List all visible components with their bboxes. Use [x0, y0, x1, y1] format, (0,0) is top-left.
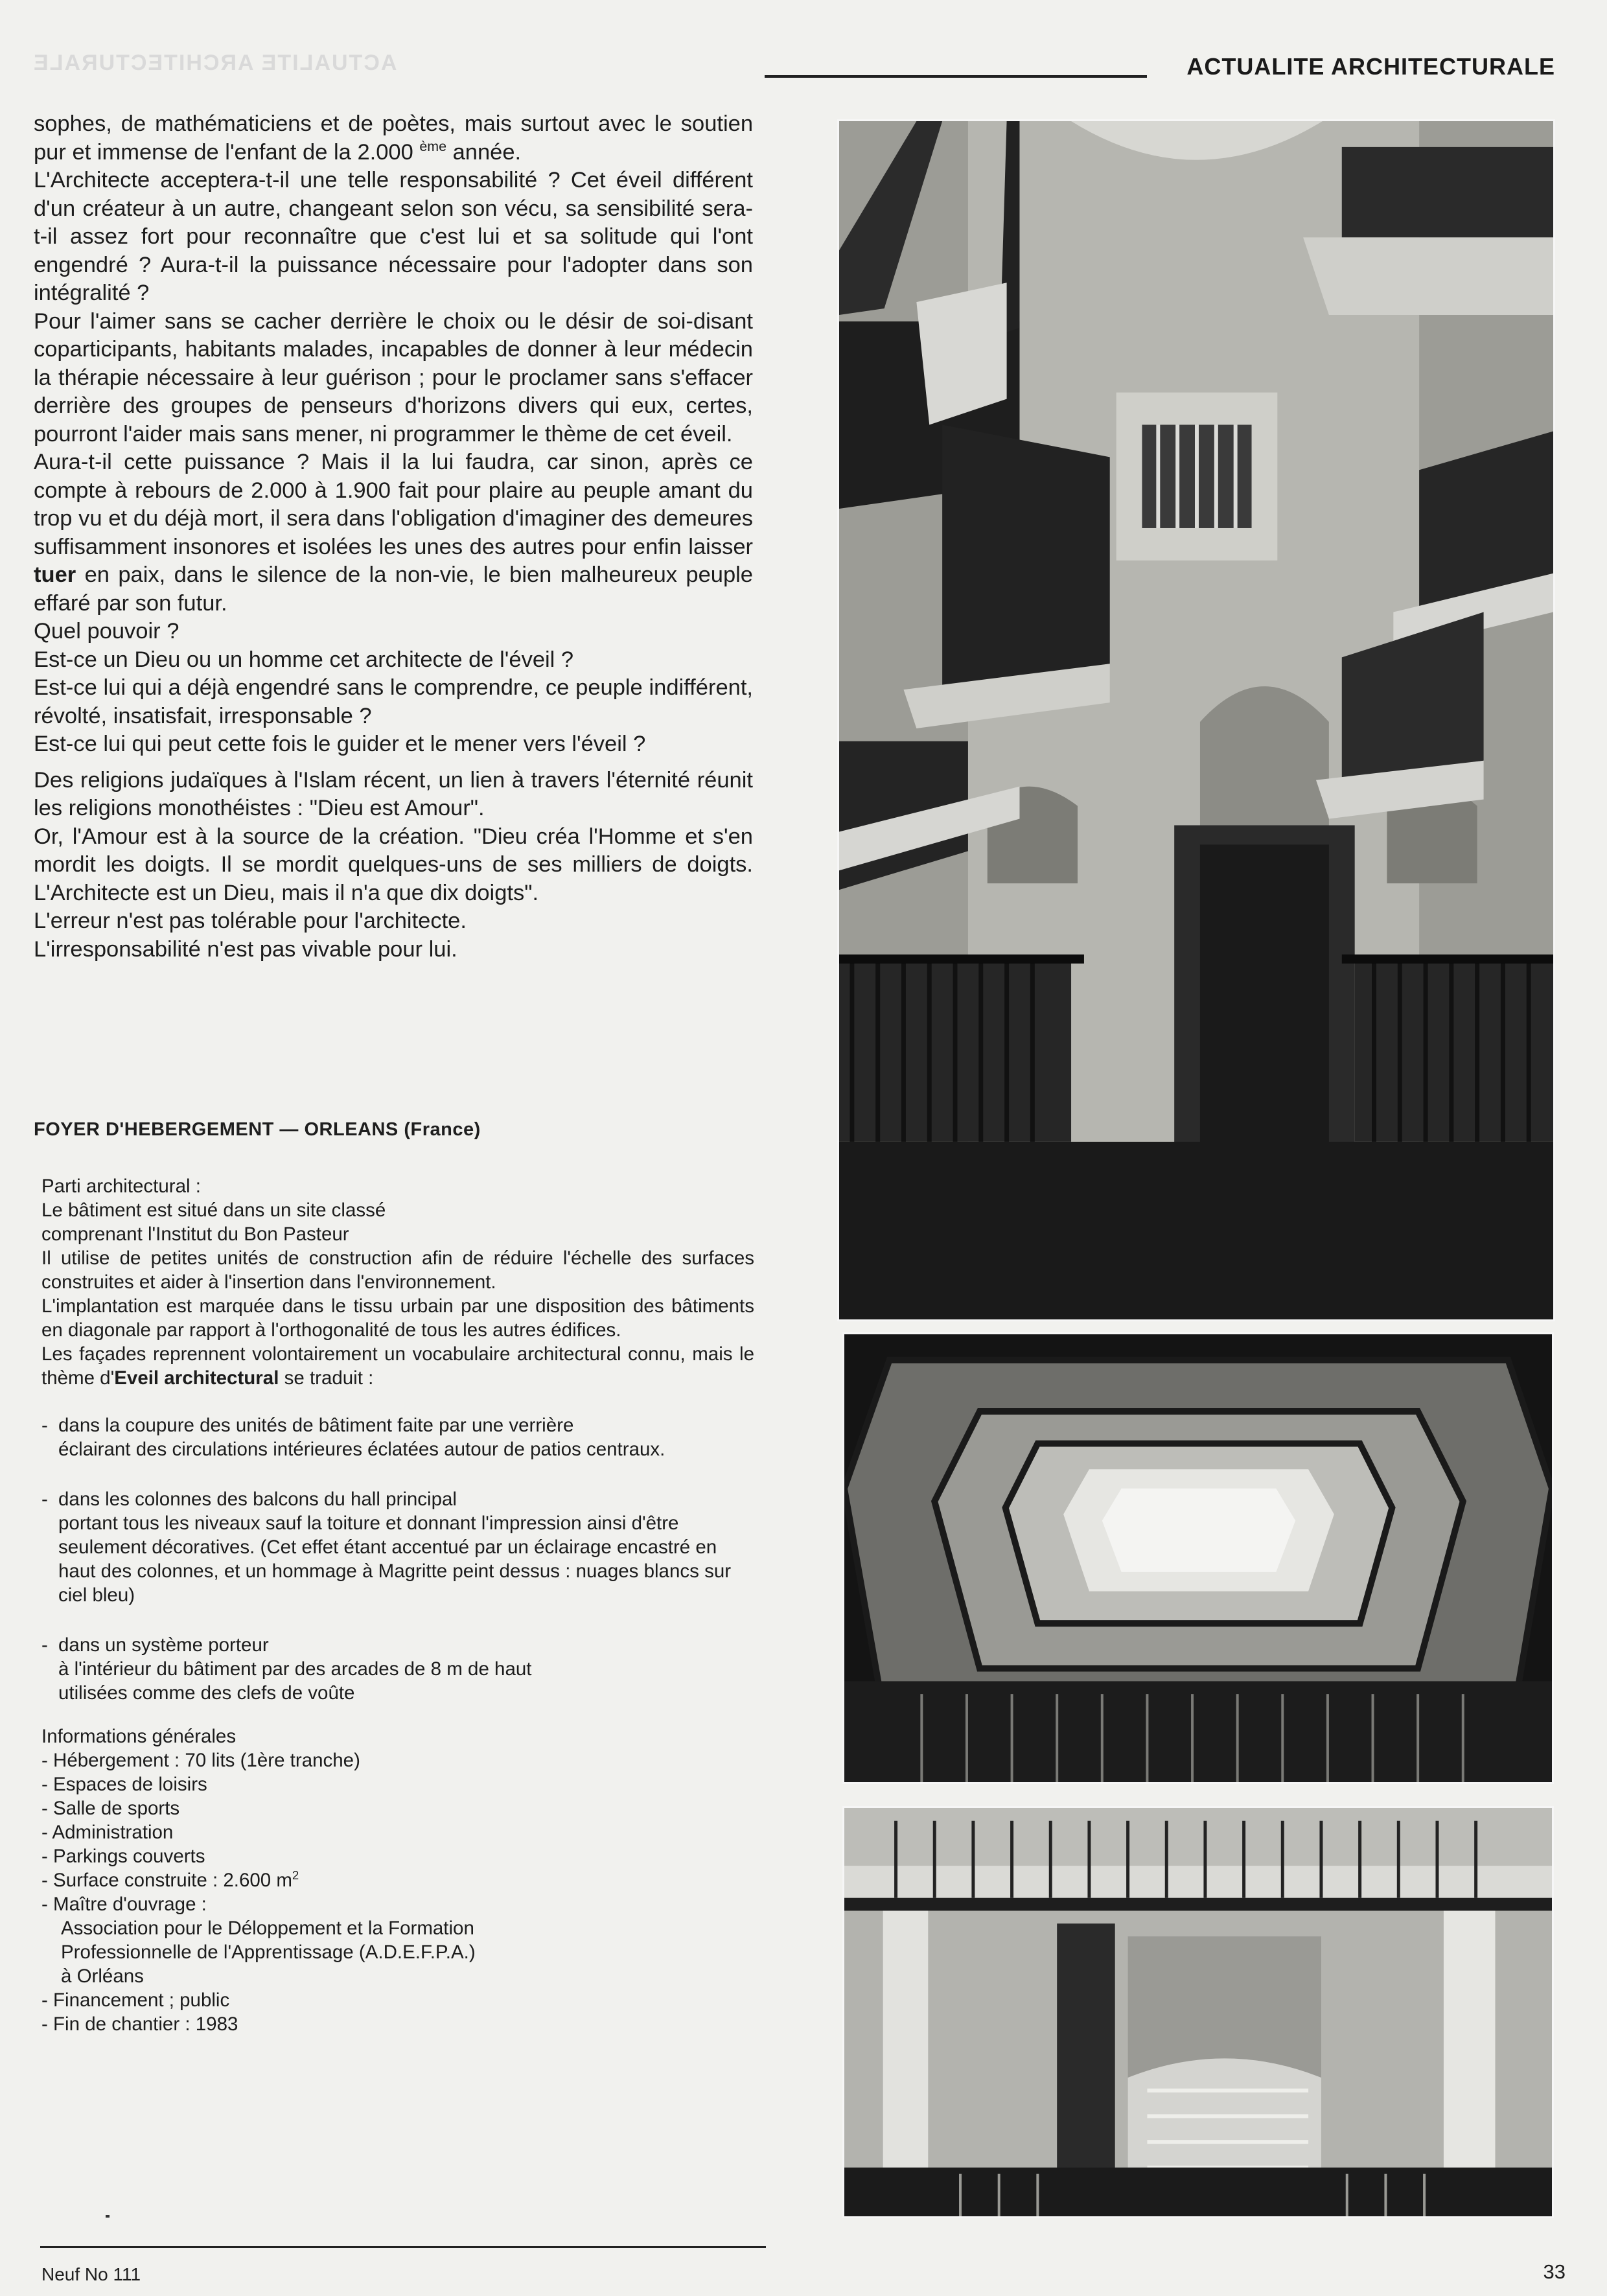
intro-paragraph: L'Architecte acceptera-t-il une telle responsabilité ? Cet éveil différent d'un créateur à un autre, changeant selon son vécu, sa sensibilité sera-t-il assez fort pour reconnaître que c'est lui et sa solitude qui l'ont engendré ? Aura-t-il la puissance nécessaire pour l'adopter dans son intégralité ?: [34, 168, 753, 305]
bullet-text: dans la coupure des unités de bâtiment faite par une verrière: [58, 1415, 574, 1436]
info-text: Parkings couverts: [53, 1846, 205, 1867]
info-text: Hébergement : 70 lits (1ère tranche): [53, 1750, 360, 1771]
bleed-through-text: ACTUALITE ARCHITECTURALE: [32, 51, 397, 75]
info-item: [41, 1748, 754, 1772]
bold-text: Eveil architectural: [114, 1367, 279, 1389]
intro-paragraph: L'erreur n'est pas tolérable pour l'architecte.: [34, 909, 467, 933]
text-span: en paix, dans le silence de la non-vie, le bien malheureux peuple effaré par son futur.: [34, 562, 753, 616]
bullet-dash: -: [41, 1774, 48, 1795]
bullet-dash: -: [41, 2013, 48, 2035]
intro-paragraph: Est-ce un Dieu ou un homme cet architecte de l'éveil ?: [34, 647, 574, 672]
bullet-dash: -: [41, 1415, 48, 1436]
info-item: [41, 1796, 754, 1820]
superscript: 2: [292, 1868, 299, 1883]
info-item: [41, 1868, 754, 1892]
text-span: Les façades reprennent volontairement un vocabulaire architectural connu, mais le thème d': [41, 1343, 754, 1389]
intro-paragraph: [34, 448, 753, 618]
atrium-balconies-photo: [837, 119, 1555, 1321]
intro-paragraph: [34, 110, 753, 167]
info-continuation: à Orléans: [61, 1966, 144, 1987]
info-item: [41, 2012, 754, 2036]
intro-paragraph: Des religions judaïques à l'Islam récent, un lien à travers l'éternité réunit les religions monothéistes : "Dieu est Amour".: [34, 767, 753, 820]
info-text: Surface construite : 2.600 m: [53, 1870, 292, 1891]
intro-paragraph: Quel pouvoir ?: [34, 619, 179, 644]
info-text: Salle de sports: [53, 1798, 180, 1819]
text-span: Aura-t-il cette puissance ? Mais il la lui faudra, car sinon, après ce compte à rebours de 2.000 à 1.900 fait pour plaire au peuple amant du trop vu et du déjà mort, il sera dans l'obligation d'imaginer des demeures suffisamment insonores et isolées les unes des autres pour enfin laisser: [34, 450, 753, 559]
bullet-dash: -: [41, 1870, 48, 1891]
info-item: [41, 1844, 754, 1868]
info-text: Espaces de loisirs: [53, 1774, 207, 1795]
page-header-title: ACTUALITE ARCHITECTURALE: [1186, 53, 1555, 80]
info-item: [41, 1772, 754, 1796]
bullet-text: dans les colonnes des balcons du hall principal: [58, 1489, 457, 1510]
project-details: [41, 1174, 754, 2036]
bullet-dash: -: [41, 1894, 48, 1915]
info-continuation: Professionnelle de l'Apprentissage (A.D.E.F.P.A.): [61, 1942, 476, 1963]
details-line: [41, 1342, 754, 1390]
intro-paragraph: Est-ce lui qui a déjà engendré sans le comprendre, ce peuple indifférent, révolté, insatisfait, irresponsable ?: [34, 675, 753, 728]
bullet-dash: -: [41, 1634, 48, 1656]
bullet-dash: -: [41, 1750, 48, 1771]
info-text: Maître d'ouvrage :: [53, 1894, 207, 1915]
bold-text: tuer: [34, 562, 76, 587]
bullet-text: dans un système porteur: [58, 1634, 269, 1656]
info-item: [41, 1820, 754, 1844]
details-line: comprenant l'Institut du Bon Pasteur: [41, 1223, 349, 1245]
superscript: ème: [419, 138, 446, 154]
bullet-text: portant tous les niveaux sauf la toiture et donnant l'impression ainsi d'être seulement décoratives. (Cet effet étant accentué par un éclairage encastré en haut des colonnes, et un hommage à Magritte peint dessus : nuages blancs sur ciel bleu): [58, 1513, 732, 1606]
info-item: [41, 1988, 754, 2012]
text-span: sophes, de mathématiciens et de poètes, mais surtout avec le soutien pur et immense de l'enfant de la 2.000: [34, 111, 753, 165]
info-title: Informations générales: [41, 1726, 237, 1747]
info-continuation: Association pour le Déloppement et la Formation: [61, 1918, 474, 1939]
intro-paragraph: Pour l'aimer sans se cacher derrière le choix ou le désir de soi-disant coparticipants, habitants malades, incapables de donner à leur médecin la thérapie nécessaire à leur guérison ; pour le proclamer sans s'effacer derrière des groupes de penseurs d'horizons divers qui eux, certes, pourront l'aider mais sans mener, ni programmer le thème de cet éveil.: [34, 308, 753, 446]
info-text: Financement ; public: [53, 1989, 230, 2011]
intro-paragraph: Est-ce lui qui peut cette fois le guider et le mener vers l'éveil ?: [34, 732, 646, 756]
info-item: [41, 1892, 754, 1916]
bullet-dash: -: [41, 1798, 48, 1819]
bullet-dash: -: [41, 1822, 48, 1843]
intro-text: [34, 110, 753, 964]
footer-rule: [40, 2246, 766, 2248]
text-span: année.: [446, 139, 522, 165]
issue-label: Neuf No 111: [41, 2264, 141, 2284]
details-line: L'implantation est marquée dans le tissu urbain par une disposition des bâtiments en diagonale par rapport à l'orthogonalité de tous les autres édifices.: [41, 1295, 754, 1341]
intro-paragraph: Or, l'Amour est à la source de la création. "Dieu créa l'Homme et s'en mordit les doigts. Il se mordit quelques-uns de ses milliers de doigts. L'Architecte est un Dieu, mais il n'a que dix doigts".: [34, 824, 753, 905]
details-line: Parti architectural :: [41, 1176, 201, 1197]
intro-paragraph: L'irresponsabilité n'est pas vivable pour lui.: [34, 936, 457, 962]
info-text: Administration: [52, 1822, 174, 1843]
info-text: Fin de chantier : 1983: [53, 2013, 238, 2035]
stairwell-skylight-photo: [842, 1332, 1554, 1784]
bullet-item: [41, 1413, 754, 1461]
bullet-dash: -: [41, 1989, 48, 2011]
hall-columns-staircase-photo: [842, 1806, 1554, 2218]
bullet-text: utilisées comme des clefs de voûte: [58, 1682, 355, 1704]
section-title: FOYER D'HEBERGEMENT — ORLEANS (France): [34, 1119, 481, 1140]
details-line: Le bâtiment est situé dans un site classé: [41, 1200, 386, 1221]
bullet-item: [41, 1487, 754, 1607]
bullet-text: éclairant des circulations intérieures éclatées autour de patios centraux.: [58, 1439, 665, 1460]
header-rule: [765, 75, 1147, 78]
page-number: 33: [1543, 2260, 1566, 2283]
bullet-text: à l'intérieur du bâtiment par des arcades de 8 m de haut: [58, 1658, 532, 1680]
bullet-dash: -: [41, 1489, 48, 1510]
text-span: se traduit :: [279, 1367, 374, 1389]
bullet-item: [41, 1633, 754, 1705]
general-info: [41, 1724, 754, 2036]
ink-speck: [106, 2215, 110, 2218]
bullet-dash: -: [41, 1846, 48, 1867]
details-line: Il utilise de petites unités de construction afin de réduire l'échelle des surfaces construites et aider à l'insertion dans l'environnement.: [41, 1247, 754, 1293]
